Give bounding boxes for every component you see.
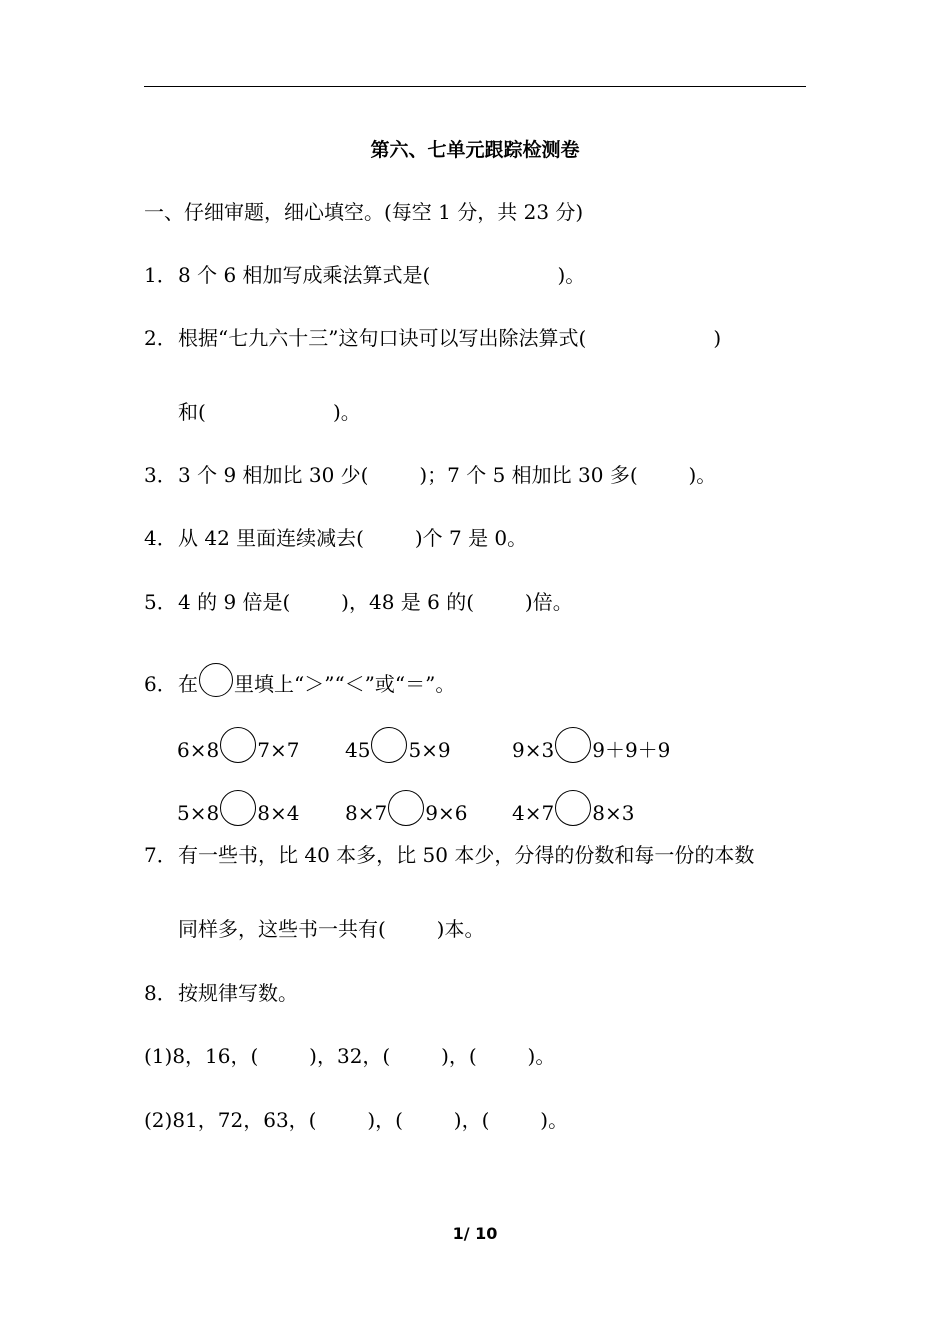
- question-8-part-1: (1)8，16，( )，32，( )，( )。: [144, 1044, 556, 1068]
- question-text: 按规律写数。: [178, 981, 298, 1005]
- comparison-item: [512, 790, 634, 827]
- answer-circle[interactable]: [220, 727, 256, 763]
- answer-circle[interactable]: [388, 790, 424, 826]
- question-text-pre: 在: [178, 672, 198, 696]
- question-text: 8 个 6 相加写成乘法算式是( )。: [178, 263, 586, 287]
- comparison-item: [512, 727, 670, 764]
- question-7: [144, 841, 754, 869]
- question-8: [144, 979, 298, 1007]
- question-text: 从 42 里面连续减去( )个 7 是 0。: [178, 526, 528, 550]
- comparison-left: 4×7: [512, 801, 555, 825]
- comparison-right: 5×9: [408, 738, 451, 762]
- question-4: [144, 524, 527, 552]
- comparison-right: 8×3: [592, 801, 635, 825]
- question-text: 4 的 9 倍是( )，48 是 6 的( )倍。: [178, 590, 573, 614]
- question-number: 7．: [144, 843, 177, 867]
- comparison-item: [177, 790, 299, 827]
- answer-circle[interactable]: [555, 790, 591, 826]
- section-heading: 一、仔细审题，细心填空。(每空 1 分，共 23 分): [144, 200, 584, 224]
- answer-circle[interactable]: [199, 663, 233, 697]
- question-number: 6．: [144, 672, 177, 696]
- question-text: 3 个 9 相加比 30 少( )；7 个 5 相加比 30 多( )。: [178, 463, 717, 487]
- page-title: 第六、七单元跟踪检测卷: [370, 139, 580, 161]
- question-5: [144, 588, 573, 616]
- question-number: 2．: [144, 326, 177, 350]
- question-2: [144, 324, 721, 352]
- comparison-left: 6×8: [177, 738, 220, 762]
- question-7-continued: 同样多，这些书一共有( )本。: [178, 917, 485, 941]
- comparison-right: 9＋9＋9: [592, 738, 671, 762]
- answer-circle[interactable]: [555, 727, 591, 763]
- answer-circle[interactable]: [371, 727, 407, 763]
- comparison-item: [177, 727, 299, 764]
- comparison-right: 9×6: [425, 801, 468, 825]
- comparison-left: 8×7: [345, 801, 388, 825]
- comparison-left: 9×3: [512, 738, 555, 762]
- comparison-item: [345, 790, 467, 827]
- question-1: [144, 261, 585, 289]
- question-2-continued: 和( )。: [178, 400, 361, 424]
- question-6: [144, 663, 455, 698]
- question-number: 1．: [144, 263, 177, 287]
- question-number: 8．: [144, 981, 177, 1005]
- question-3: [144, 461, 716, 489]
- question-number: 4．: [144, 526, 177, 550]
- comparison-right: 8×4: [257, 801, 300, 825]
- comparison-left: 5×8: [177, 801, 220, 825]
- comparison-item: [345, 727, 451, 764]
- header-rule: [144, 86, 806, 87]
- question-text-post: 里填上“＞”“＜”或“＝”。: [234, 672, 456, 696]
- question-8-part-2: (2)81，72，63，( )，( )，( )。: [144, 1108, 569, 1132]
- question-number: 3．: [144, 463, 177, 487]
- question-text: 有一些书，比 40 本多，比 50 本少，分得的份数和每一份的本数: [178, 843, 755, 867]
- page-number: 1/ 10: [452, 1224, 498, 1243]
- comparison-left: 45: [345, 738, 371, 762]
- question-text: 根据“七九六十三”这句口诀可以写出除法算式( ): [178, 326, 722, 350]
- comparison-right: 7×7: [257, 738, 300, 762]
- question-number: 5．: [144, 590, 177, 614]
- answer-circle[interactable]: [220, 790, 256, 826]
